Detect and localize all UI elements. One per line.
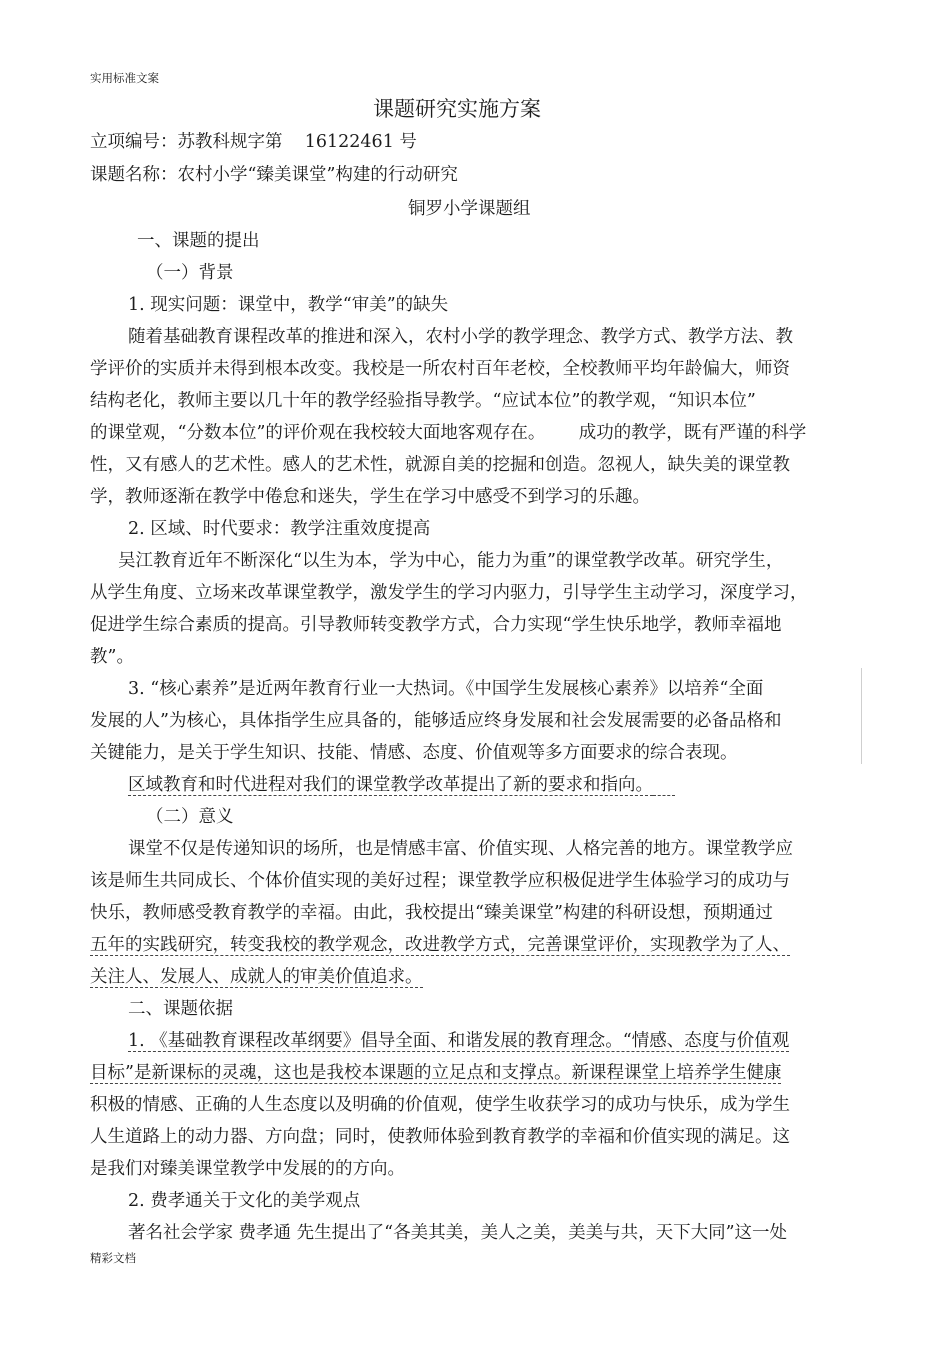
paragraph-line: 学评价的实质并未得到根本改变。我校是一所农村百年老校，全校教师平均年龄偏大，师资 (90, 359, 790, 379)
paragraph-line (128, 1028, 789, 1054)
paragraph-line: 著名社会学家 费孝通 先生提出了“各美其美，美人之美，美美与共，天下大同”这一处 (128, 1223, 788, 1243)
paragraph-line: 学，教师逐渐在教学中倦怠和迷失，学生在学习中感受不到学习的乐趣。 (90, 487, 650, 507)
paragraph-line: 教”。 (90, 647, 134, 667)
paragraph-line (90, 964, 423, 990)
paragraph-line: 人生道路上的动力器、方向盘；同时，使教师体验到教育教学的幸福和价值实现的满足。这 (90, 1127, 790, 1147)
document-title: 课题研究实施方案 (373, 97, 541, 121)
underlined-text: 目标”是新课标的灵魂，这也是我校本课题的立足点和支撑点。新课程课堂上培养学生健康 (90, 1063, 782, 1083)
paragraph-line: 该是师生共同成长、个体价值实现的美好过程；课堂教学应积极促进学生体验学习的成功与 (90, 871, 790, 891)
paragraph-line (128, 772, 675, 798)
paragraph-line (90, 932, 790, 958)
subsection-heading: （一）背景 (146, 263, 234, 283)
paragraph-line: 是我们对臻美课堂教学中发展的的方向。 (90, 1159, 405, 1179)
point-heading: 2. 费孝通关于文化的美学观点 (128, 1191, 361, 1211)
paragraph-line: 快乐，教师感受教育教学的幸福。由此，我校提出“臻美课堂”构建的科研设想，预期通过 (90, 903, 773, 923)
point-heading: 2. 区域、时代要求：教学注重效度提高 (128, 519, 431, 539)
paragraph-line: 积极的情感、正确的人生态度以及明确的价值观，使学生收获学习的成功与快乐，成为学生 (90, 1095, 790, 1115)
footer-note: 精彩文档 (90, 1251, 136, 1265)
paragraph-line: 从学生角度、立场来改革课堂教学，激发学生的学习内驱力，引导学生主动学习，深度学习， (90, 583, 808, 603)
paragraph-line: 随着基础教育课程改革的推进和深入，农村小学的教学理念、教学方式、教学方法、教 (128, 327, 793, 347)
underlined-text: 五年的实践研究，转变我校的教学观念，改进教学方式，完善课堂评价，实现教学为了人、 (90, 935, 790, 955)
header-note: 实用标准文案 (90, 71, 159, 85)
project-name: 课题名称：农村小学“臻美课堂”构建的行动研究 (90, 165, 458, 185)
paragraph-line: 的课堂观，“分数本位”的评价观在我校较大面地客观存在。 成功的教学，既有严谨的科学 (90, 423, 807, 443)
section-heading: 一、课题的提出 (137, 231, 260, 251)
margin-rule (861, 668, 862, 764)
paragraph-line: 发展的人”为核心，具体指学生应具备的，能够适应终身发展和社会发展需要的必备品格和 (90, 711, 782, 731)
paragraph-line: 课堂不仅是传递知识的场所，也是情感丰富、价值实现、人格完善的地方。课堂教学应 (128, 839, 793, 859)
underlined-text: 1. 《基础教育课程改革纲要》倡导全面、和谐发展的教育理念。“情感、态度与价值观 (128, 1031, 790, 1051)
paragraph-line: 吴江教育近年不断深化“以生为本，学为中心，能力为重”的课堂教学改革。研究学生， (118, 551, 784, 571)
paragraph-line: 结构老化，教师主要以几十年的教学经验指导教学。“应试本位”的教学观，“知识本位” (90, 391, 756, 411)
underlined-text: 区域教育和时代进程对我们的课堂教学改革提出了新的要求和指向。 (128, 775, 653, 795)
underlined-text: 关注人、发展人、成就人的审美价值追求。 (90, 967, 423, 987)
paragraph-line: 3. “核心素养”是近两年教育行业一大热词。《中国学生发展核心素养》以培养“全面 (128, 679, 764, 699)
paragraph-line: 促进学生综合素质的提高。引导教师转变教学方式，合力实现“学生快乐地学，教师幸福地 (90, 615, 782, 635)
point-heading: 1. 现实问题：课堂中，教学“审美”的缺失 (128, 295, 449, 315)
project-number: 立项编号：苏教科规字第 16122461 号 (90, 132, 417, 152)
paragraph-line (90, 1060, 781, 1086)
research-group: 铜罗小学课题组 (408, 199, 531, 219)
section-heading: 二、课题依据 (128, 999, 233, 1019)
subsection-heading: （二）意义 (146, 807, 234, 827)
paragraph-line: 关键能力，是关于学生知识、技能、情感、态度、价值观等多方面要求的综合表现。 (90, 743, 738, 763)
paragraph-line: 性，又有感人的艺术性。感人的艺术性，就源自美的挖掘和创造。忽视人，缺失美的课堂教 (90, 455, 790, 475)
